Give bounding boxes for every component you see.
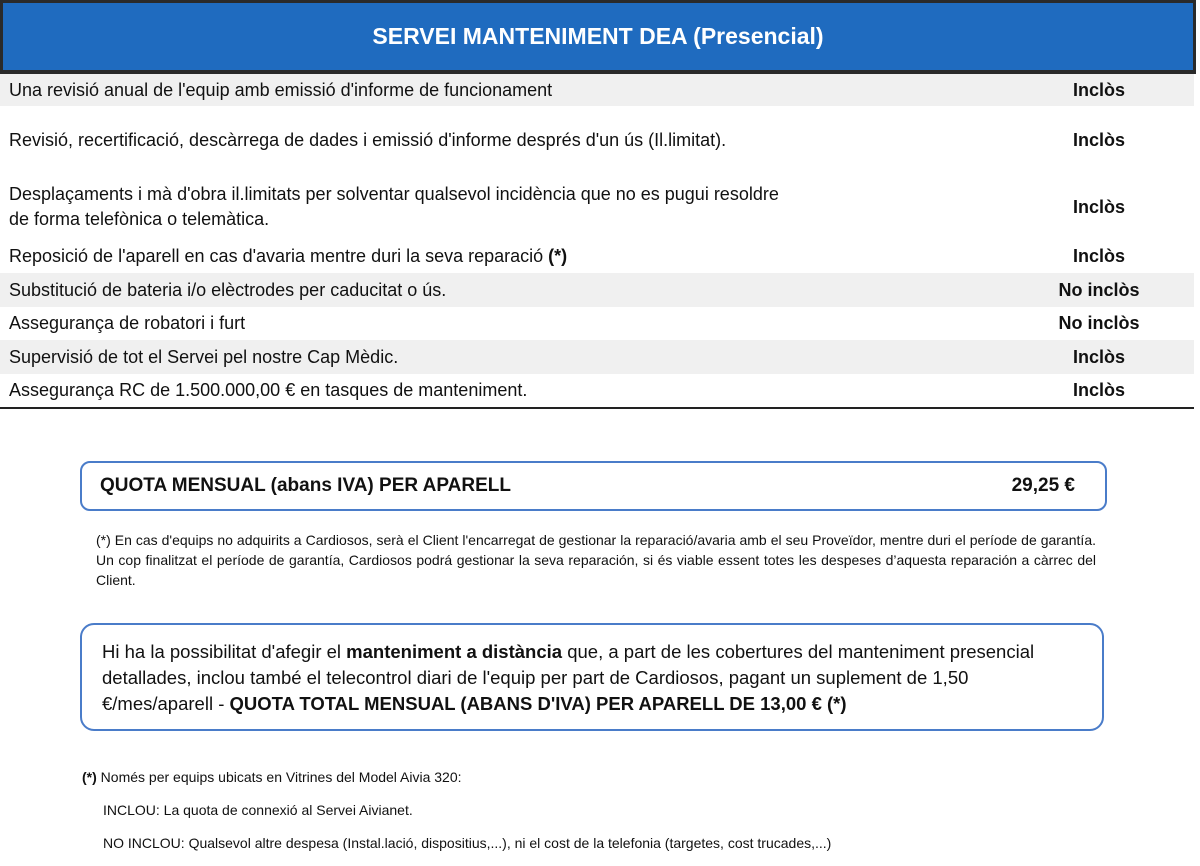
service-description: Assegurança RC de 1.500.000,00 € en tasques de manteniment. [9,380,528,400]
service-status: Inclòs [1072,346,1125,367]
table-row [0,106,1194,174]
asterisk-marker: (*) [548,246,568,266]
table-row [0,374,1194,407]
service-status: No inclòs [1058,279,1140,300]
service-status: No inclòs [1058,313,1140,333]
footnote-includes: INCLOU: La quota de connexió al Servei Aivianet. [103,802,413,818]
services-table [0,74,1194,409]
service-description: Supervisió de tot el Servei pel nostre Cap Mèdic. [9,346,399,367]
table-row [0,174,1194,240]
header-title: SERVEI MANTENIMENT DEA (Presencial) [372,23,824,49]
remote-total: QUOTA TOTAL MENSUAL (ABANS D'IVA) PER APARELL DE 13,00 € (*) [229,693,847,714]
table-row [0,340,1194,374]
remote-maintenance-box [80,623,1104,731]
service-status: Inclòs [1072,246,1125,266]
service-description: Una revisió anual de l'equip amb emissió d'informe de funcionament [9,79,553,100]
service-description [0,244,1004,269]
service-description: Substitució de bateria i/o elèctrodes per caducitat o ús. [9,279,447,300]
service-description: Revisió, recertificació, descàrrega de dades i emissió d'informe després d'un ús (Il.limitat). [9,129,727,150]
remote-middle: que, a part de les cobertures del manteniment presencial detallades, inclou també el telecontrol diari de l'equip per part de Cardiosos, pagant un suplement de 1,50 €/mes/aparell - [102,641,1035,714]
footnote-excludes: NO INCLOU: Qualsevol altre despesa (Instal.lació, dispositius,...), ni el cost de la telefonia (targetes, cost trucades,...) [103,835,832,851]
service-status: Inclòs [1072,196,1125,217]
service-text: Reposició de l'aparell en cas d'avaria mentre duri la seva reparació [9,246,544,266]
quota-label: QUOTA MENSUAL (abans IVA) PER APARELL [100,475,511,496]
footnote-text: Només per equips ubicats en Vitrines del Model Aivia 320: [96,769,462,785]
footnote-marker: (*) [82,769,97,785]
table-row [0,74,1194,106]
table-row [0,307,1194,340]
remote-intro: Hi ha la possibilitat d'afegir el [102,641,347,662]
monthly-quota-box [80,461,1107,511]
remote-highlight: manteniment a distància [346,641,563,662]
service-description: Assegurança de robatori i furt [9,313,246,333]
service-status: Inclòs [1072,129,1125,150]
footnote-title [82,768,462,786]
table-row [0,240,1194,273]
quota-price: 29,25 € [1011,475,1075,496]
page-header [0,0,1196,74]
service-status: Inclòs [1072,380,1125,400]
table-row [0,273,1194,307]
warranty-note: (*) En cas d'equips no adquirits a Cardiosos, serà el Client l'encarregat de gestionar la reparació/avaria amb el seu Proveïdor, mentre duri el període de garantía. Un cop finalitzat el període de garantía, Cardiosos podrá gestionar la seva reparación, si és viable essent totes les despeses d’aquesta reparación a càrrec del Client. [96,532,1096,588]
service-description: Desplaçaments i mà d'obra il.limitats per solventar qualsevol incidència que no es pugui resoldre de forma telefònica o telemàtica. [9,184,779,229]
service-status: Inclòs [1072,79,1125,100]
